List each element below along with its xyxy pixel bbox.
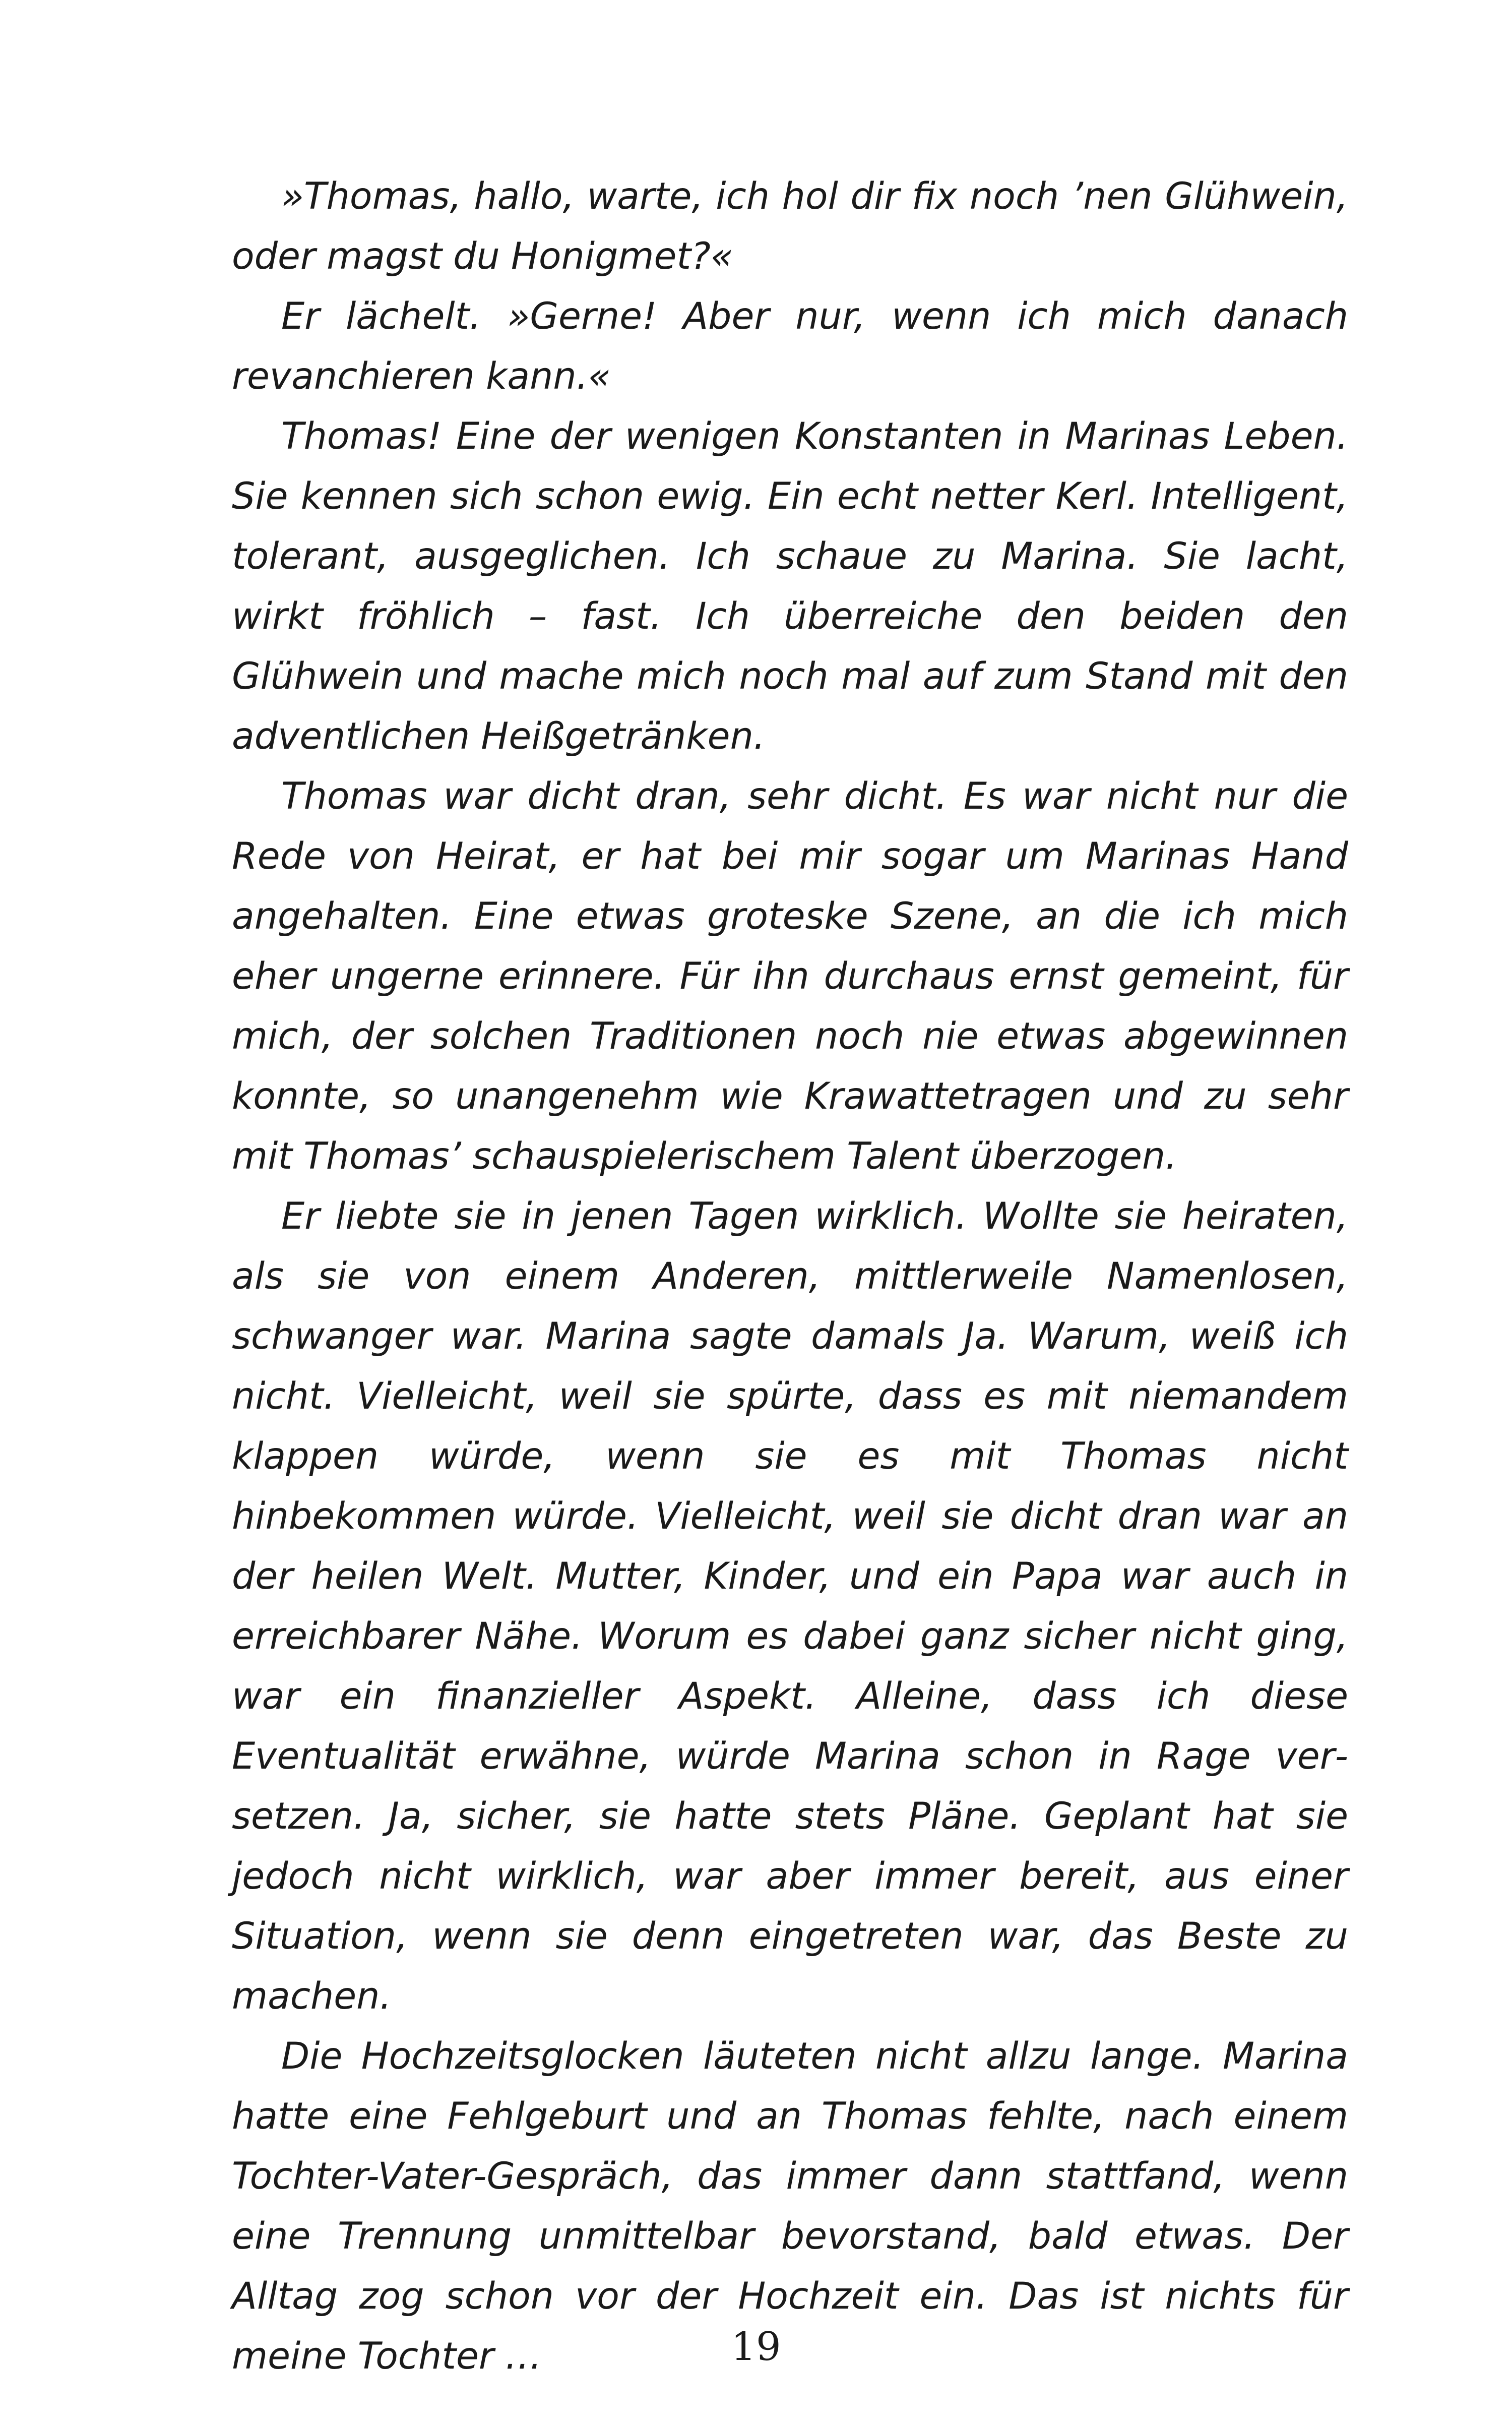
- paragraph-4: Thomas war dicht dran, sehr dicht. Es war nicht nur die Rede von Heirat, er hat bei mir sogar um Marinas Hand angehalten. Eine etwas groteske Szene, an die ich mich eher ungerne erinnere. Für ihn durchaus ernst gemeint, für mich, der solchen Traditionen noch nie etwas abgewinnen konnte, so unangenehm wie Krawattetragen und zu sehr mit Thomas’ schauspielerischem Talent überzogen.: [232, 775, 1348, 1178]
- paragraph-5: Er liebte sie in jenen Tagen wirklich. Wollte sie heiraten, als sie von einem Anderen, mittlerweile Namenlosen, schwanger war. Marina sagte damals Ja. Warum, weiß ich nicht. Vielleicht, weil sie spürte, dass es mit niemandem klappen würde, wenn sie es mit Thomas nicht hinbekommen würde. Vielleicht, weil sie dicht dran war an der heilen Welt. Mutter, Kinder, und ein Papa war auch in erreichbarer Nähe. Worum es dabei ganz sicher nicht ging, war ein finanzieller Aspekt. Alleine, dass ich diese Eventualität erwähne, würde Marina schon in Rage versetzen. Ja, sicher, sie hatte stets Pläne. Geplant hat sie jedoch nicht wirklich, war aber immer bereit, aus einer Situation, wenn sie denn eingetreten war, das Beste zu machen.: [232, 1195, 1348, 2018]
- paragraph-2: Er lächelt. »Gerne! Aber nur, wenn ich mich danach revanchieren kann.«: [232, 295, 1348, 398]
- page-number: 19: [731, 2324, 781, 2370]
- body-text: [232, 166, 1348, 2386]
- paragraph-3: Thomas! Eine der wenigen Konstanten in Marinas Leben. Sie kennen sich schon ewig. Ein echt netter Kerl. Intelligent, tolerant, ausgeglichen. Ich schaue zu Marina. Sie lacht, wirkt fröhlich – fast. Ich überreiche den beiden den Glühwein und mache mich noch mal auf zum Stand mit den adventlichen Heißgetränken.: [232, 415, 1348, 758]
- paragraph-6: Die Hochzeitsglocken läuteten nicht allzu lange. Marina hatte eine Fehlgeburt und an Thomas fehlte, nach einem Tochter-Vater-Gespräch, das immer dann stattfand, wenn eine Trennung unmittelbar bevorstand, bald etwas. Der Alltag zog schon vor der Hochzeit ein. Das ist nichts für meine Tochter …: [232, 2035, 1348, 2378]
- paragraph-1: »Thomas, hallo, warte, ich hol dir fix noch ’nen Glühwein, oder magst du Honigmet?«: [232, 175, 1348, 278]
